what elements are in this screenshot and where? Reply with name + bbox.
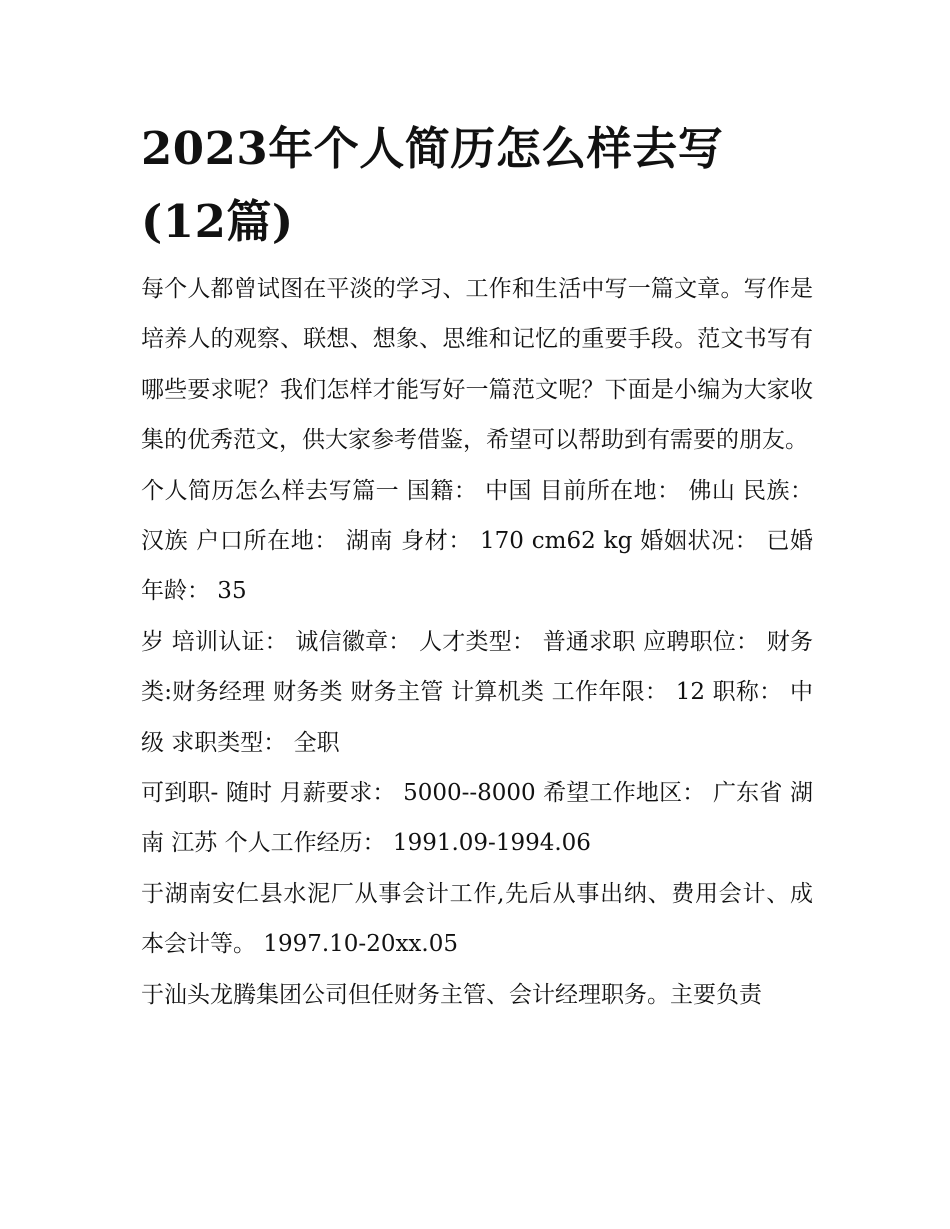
title-line-2: (12篇) xyxy=(141,195,294,248)
resume-paragraph-4: 于湖南安仁县水泥厂从事会计工作,先后从事出纳、费用会计、成本会计等。 1997.10-20xx.05 xyxy=(141,880,813,958)
resume-paragraph-3: 可到职- 随时 月薪要求： 5000--8000 希望工作地区： 广东省 湖南 江苏 个人工作经历： 1991.09-1994.06 xyxy=(141,780,813,857)
resume-paragraph-5: 于汕头龙腾集团公司但任财务主管、会计经理职务。主要负责 xyxy=(141,981,762,1008)
document-page xyxy=(141,112,813,1020)
title-line-1: 2023年个人简历怎么样去写 xyxy=(141,122,724,175)
resume-paragraph-2: 岁 培训认证： 诚信徽章： 人才类型： 普通求职 应聘职位： 财务类:财务经理 财务类 财务主管 计算机类 工作年限： 12 职称： 中级 求职类型： 全职 xyxy=(141,628,813,756)
resume-paragraph-1: 个人简历怎么样去写篇一 国籍： 中国 目前所在地： 佛山 民族： 汉族 户口所在地： 湖南 身材： 170 cm62 kg 婚姻状况： 已婚 年龄： 35 xyxy=(141,477,813,605)
intro-paragraph: 每个人都曾试图在平淡的学习、工作和生活中写一篇文章。写作是培养人的观察、联想、想象、思维和记忆的重要手段。范文书写有哪些要求呢？我们怎样才能写好一篇范文呢？下面是小编为大家收集的优秀范文，供大家参考借鉴，希望可以帮助到有需要的朋友。 xyxy=(141,276,813,454)
document-title xyxy=(141,112,813,258)
